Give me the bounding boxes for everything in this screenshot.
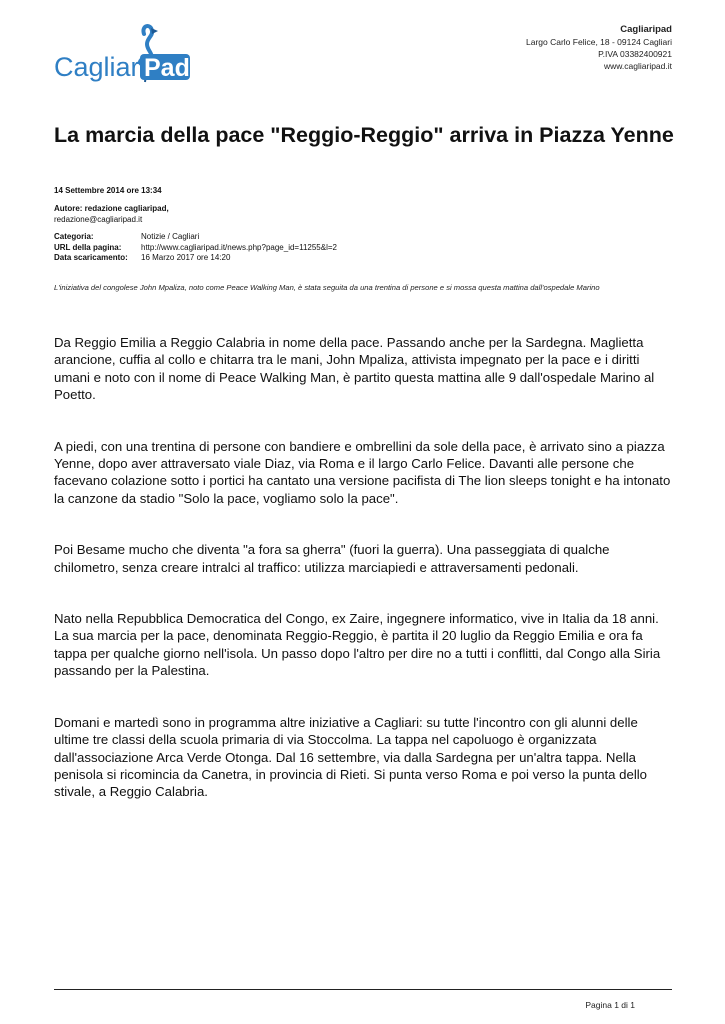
page-number: Pagina 1 di 1	[585, 1000, 635, 1010]
meta-label: URL della pagina:	[54, 242, 122, 252]
meta-label: Data scaricamento:	[54, 253, 128, 262]
author-email[interactable]: redazione@cagliaripad.it	[54, 214, 143, 224]
meta-row-download-date	[54, 253, 337, 264]
company-name: Cagliaripad	[620, 24, 672, 35]
company-vat: P.IVA 03382400921	[598, 49, 672, 59]
body-paragraph: Domani e martedì sono in programma altre iniziative a Cagliari: su tutte l'incontro con gli alunni delle ultime tre classi della scuola primaria di via Stoccolma. La tappa nel capoluogo è organizzata dall'associazione Arca Verde Otonga. Dal 16 settembre, via dalla Sardegna per un'altra tappa. Nella penisola si ricomincia da Canetra, in provincia di Rieti. Si punta verso Roma e poi verso la punta dello stivale, a Reggio Calabria.	[54, 714, 648, 800]
author-label: Autore: redazione cagliaripad,	[54, 204, 169, 213]
meta-label: Categoria:	[54, 232, 94, 241]
meta-value: 16 Marzo 2017 ore 14:20	[141, 253, 231, 262]
logo-word-main: Cagliari	[54, 52, 146, 82]
meta-value: Notizie / Cagliari	[141, 232, 200, 241]
article-author	[54, 204, 169, 225]
article-meta	[54, 232, 337, 264]
company-website[interactable]: www.cagliaripad.it	[603, 61, 672, 71]
article-date: 14 Settembre 2014 ore 13:34	[54, 186, 162, 195]
article-body	[54, 334, 674, 835]
body-paragraph: Da Reggio Emilia a Reggio Calabria in nome della pace. Passando anche per la Sardegna. Maglietta arancione, cuffia al collo e chitarra tra le mani, John Mpaliza, attivista impegnato per la pace e i diritti umani e noto con il nome di Peace Walking Man, è partito questa mattina alle 9 dall'ospedale Marino al Poetto.	[54, 335, 655, 403]
meta-row-category	[54, 232, 337, 243]
body-paragraph: A piedi, con una trentina di persone con bandiere e ombrellini da sole della pace, è arrivato sino a piazza Yenne, dopo aver attraversato viale Diaz, via Roma e il largo Carlo Felice. Davanti alle persone che facevano colazione sotto i portici ha cantato una versione pacifista di The lion sleeps tonight e ha intonato la canzone da stadio "Solo la pace, vogliamo solo la pace".	[54, 438, 671, 506]
flamingo-logo-icon	[52, 22, 192, 84]
article-title: La marcia della pace "Reggio-Reggio" arriva in Piazza Yenne	[54, 123, 674, 147]
footer-divider	[54, 989, 672, 990]
meta-row-url	[54, 243, 337, 254]
logo-word-accent: Pad	[144, 54, 190, 82]
body-paragraph: Poi Besame mucho che diventa "a fora sa gherra" (fuori la guerra). Una passeggiata di qualche chilometro, senza creare intralci al traffico: utilizza marciapiedi e attraversamenti pedonali.	[54, 542, 610, 575]
company-address: Largo Carlo Felice, 18 - 09124 Cagliari	[526, 37, 672, 47]
article-abstract: L'iniziativa del congolese John Mpaliza, noto come Peace Walking Man, è stata seguita da una trentina di persone e si mossa questa mattina dall'ospedale Marino	[54, 283, 600, 292]
company-info	[526, 24, 672, 72]
meta-url-link[interactable]: http://www.cagliaripad.it/news.php?page_id=11255&l=2	[141, 242, 337, 252]
body-paragraph: Nato nella Repubblica Democratica del Congo, ex Zaire, ingegnere informatico, vive in Italia da 18 anni. La sua marcia per la pace, denominata Reggio-Reggio, è partita il 20 luglio da Reggio Emilia e ora fa tappa per qualche giorno nell'isola. Un passo dopo l'altro per dire no a tutti i conflitti, dal Congo alla Siria passando per la Palestina.	[54, 611, 661, 679]
cagliaripad-logo	[52, 22, 192, 84]
